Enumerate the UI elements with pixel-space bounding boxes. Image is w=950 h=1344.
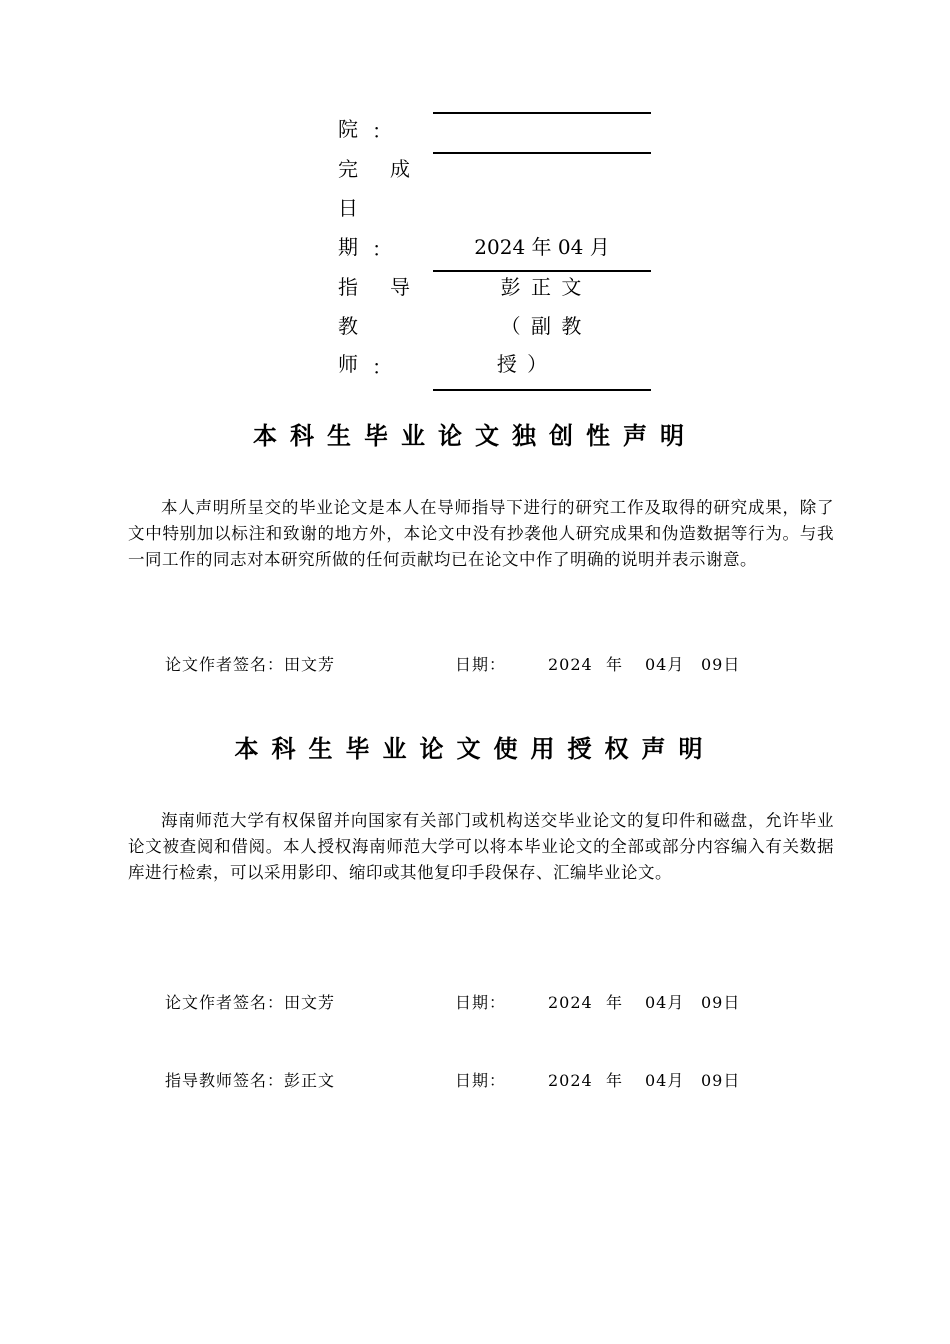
college-label-colon: ： (372, 119, 392, 143)
authorization-title: 本科生毕业论文使用授权声明 (234, 735, 716, 763)
date-blank-line (433, 270, 651, 272)
date-month: 04月 (645, 655, 685, 674)
date-year-unit: 年 (606, 993, 624, 1012)
authorization-body: 海南师范大学有权保留并向国家有关部门或机构送交毕业论文的复印件和磁盘，允许毕业论文被查阅和借阅。本人授权海南师范大学可以将本毕业论文的全部或部分内容编入有关数据库进行检索，可以采用影印、缩印或其他复印手段保存、汇编毕业论文。 (128, 811, 834, 882)
originality-body: 本人声明所呈交的毕业论文是本人在导师指导下进行的研究工作及取得的研究成果，除了文中特别加以标注和致谢的地方外，本论文中没有抄袭他人研究成果和伪造数据等行为。与我一同工作的同志对本研究所做的任何贡献均已在论文中作了明确的说明并表示谢意。 (128, 498, 834, 569)
date-label: 日期： (455, 655, 507, 674)
advisor-blank-line (433, 389, 651, 391)
author-signature-label: 论文作者签名：田文芳 (165, 655, 336, 674)
date-label-colon: ： (372, 237, 392, 261)
advisor-value-line: 授 ） (496, 352, 550, 376)
advisor-label-char: 指 (338, 275, 358, 299)
date-month: 04月 (645, 993, 685, 1012)
date-label-char: 完 (338, 157, 358, 181)
date-year-unit: 年 (606, 655, 624, 674)
date-day: 09日 (701, 655, 741, 674)
date-day: 09日 (701, 993, 741, 1012)
date-day: 09日 (701, 1071, 741, 1090)
advisor-signature-label: 指导教师签名：彭正文 (165, 1071, 336, 1090)
advisor-value-line: （ 副 教 (500, 314, 584, 338)
date-year: 2024 (548, 993, 593, 1012)
date-label-char: 期 (338, 235, 358, 259)
college-blank-line (433, 152, 651, 154)
advisor-label-char: 师 (338, 352, 358, 376)
advisor-label-char: 教 (338, 314, 358, 338)
advisor-label-char: 导 (390, 275, 410, 299)
advisor-value-line: 彭 正 文 (500, 275, 584, 299)
date-label: 日期： (455, 993, 507, 1012)
date-label-char: 成 (390, 157, 410, 181)
date-year: 2024 (548, 1071, 593, 1090)
date-month: 04月 (645, 1071, 685, 1090)
college-label-char: 院 (338, 117, 358, 141)
author-signature-label: 论文作者签名：田文芳 (165, 993, 336, 1012)
advisor-label-colon: ： (372, 355, 392, 379)
date-year-unit: 年 (606, 1071, 624, 1090)
date-label: 日期： (455, 1071, 507, 1090)
college-blank-line-top (433, 112, 651, 114)
completion-date-value: 2024 年 04 月 (474, 235, 610, 259)
date-label-char: 日 (338, 196, 358, 220)
date-year: 2024 (548, 655, 593, 674)
originality-title: 本科生毕业论文独创性声明 (253, 422, 697, 450)
